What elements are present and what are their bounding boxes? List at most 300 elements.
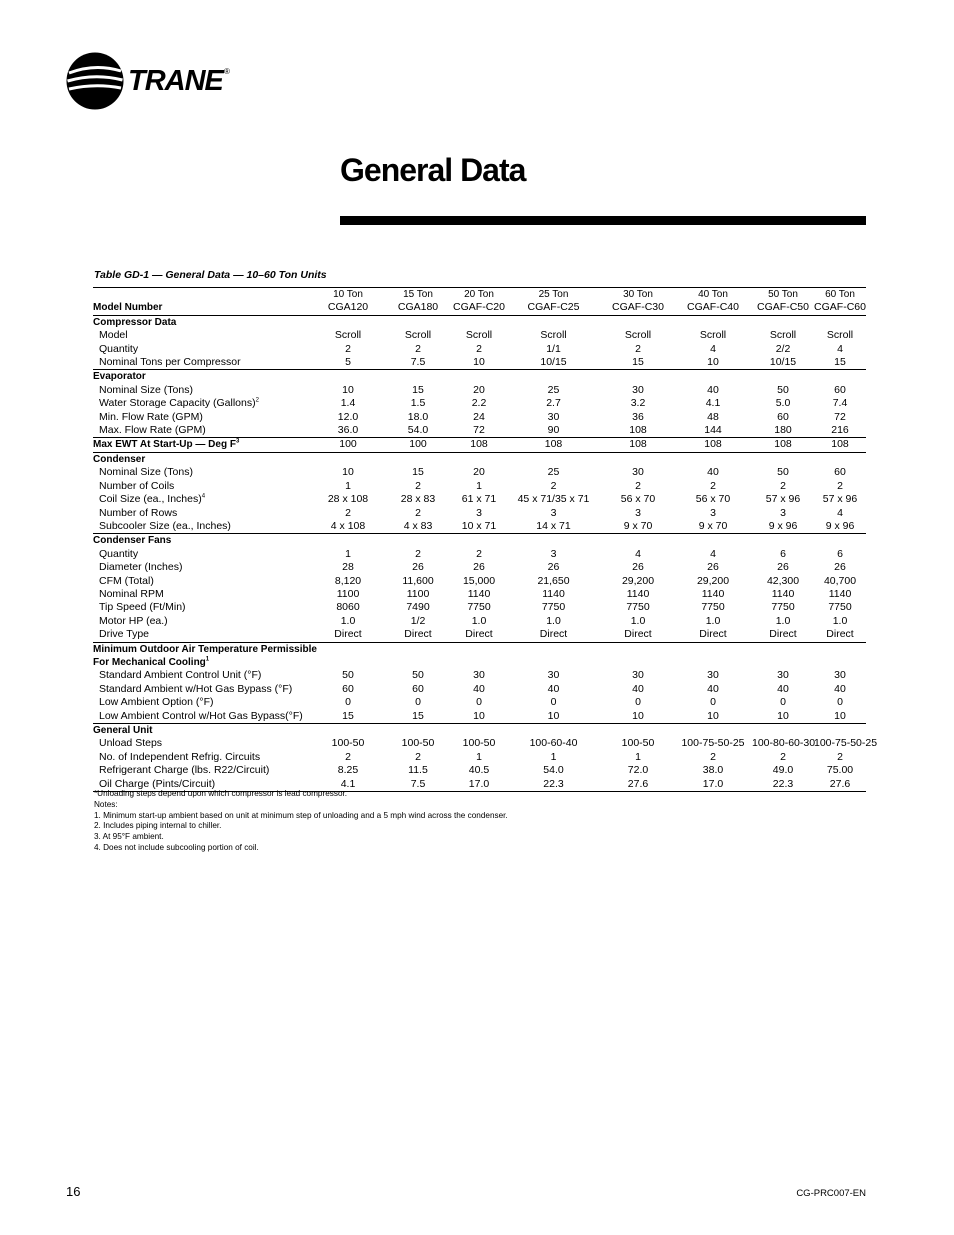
table-cell: 30 bbox=[632, 466, 644, 479]
table-cell: 56 x 70 bbox=[620, 493, 656, 506]
table-row bbox=[93, 561, 866, 574]
table-cell: 18.0 bbox=[407, 410, 429, 423]
table-cell: 60 bbox=[412, 682, 424, 695]
table-cell: 9 x 70 bbox=[602, 520, 674, 534]
model-header: CGA120 bbox=[313, 301, 383, 315]
table-cell: 1140 bbox=[626, 587, 650, 600]
row-label-text: Quantity bbox=[99, 547, 139, 560]
table-cell: 6 bbox=[780, 547, 786, 560]
note-line: 3. At 95°F ambient. bbox=[94, 832, 164, 842]
table-cell: 40 bbox=[547, 682, 560, 695]
table-cell: 1.0 bbox=[630, 614, 646, 627]
table-cell: 28 bbox=[342, 561, 354, 574]
table-cell: 20 bbox=[473, 383, 485, 396]
table-cell: 0 bbox=[780, 696, 786, 709]
row-label bbox=[93, 466, 313, 479]
table-cell: 25 bbox=[547, 466, 560, 479]
table-cell: 1140 bbox=[828, 587, 852, 600]
table-cell: Scroll bbox=[404, 329, 432, 342]
table-cell: 40.5 bbox=[468, 764, 490, 777]
table-row bbox=[93, 520, 866, 534]
table-cell: 2 bbox=[345, 342, 351, 355]
table-caption: Table GD-1 — General Data — 10–60 Ton Units bbox=[94, 269, 327, 281]
table-cell: 72 bbox=[453, 424, 505, 438]
table-cell: 1.0 bbox=[340, 614, 356, 627]
tonnage-header: 10 Ton bbox=[313, 288, 383, 302]
table-cell: 100 bbox=[383, 438, 453, 452]
table-cell: 4 x 108 bbox=[313, 520, 383, 534]
table-cell: 17.0 bbox=[674, 778, 752, 792]
table-cell: 2 bbox=[710, 750, 716, 763]
row-label bbox=[93, 601, 313, 614]
table-cell: 2 bbox=[415, 750, 421, 763]
section-title bbox=[93, 642, 866, 656]
table-cell: 7750 bbox=[828, 601, 852, 614]
table-cell: 10 bbox=[505, 710, 602, 724]
section-row bbox=[93, 452, 866, 466]
table-cell: 1 bbox=[476, 750, 482, 763]
tonnage-header: 30 Ton bbox=[602, 288, 674, 302]
table-cell: 7.5 bbox=[383, 356, 453, 370]
table-cell: 4 x 83 bbox=[383, 520, 453, 534]
table-cell: 0 bbox=[345, 696, 351, 709]
footnote-ref: 1 bbox=[205, 656, 210, 663]
table-cell: 1/1 bbox=[546, 342, 561, 355]
table-cell: 7750 bbox=[701, 601, 725, 614]
table-cell: 0 bbox=[415, 696, 421, 709]
model-header: CGAF-C60 bbox=[814, 301, 866, 314]
title-rule bbox=[340, 216, 866, 225]
table-cell: 2 bbox=[780, 750, 786, 763]
table-row bbox=[93, 615, 866, 628]
table-cell: 9 x 96 bbox=[752, 520, 814, 534]
table-cell: 40 bbox=[632, 682, 644, 695]
table-cell: Direct bbox=[453, 628, 505, 642]
note-line: 1. Minimum start-up ambient based on unit at minimum step of unloading and a 5 mph wind across the condenser. bbox=[94, 810, 508, 820]
table-cell: 0 bbox=[837, 696, 843, 709]
table-cell: 40 bbox=[834, 682, 846, 695]
table-cell: 26 bbox=[473, 561, 485, 574]
table-cell: 49.0 bbox=[772, 764, 794, 777]
table-cell: 50 bbox=[777, 466, 789, 479]
table-row bbox=[93, 438, 866, 452]
table-cell: 2 bbox=[550, 479, 557, 492]
table-cell: 108 bbox=[602, 424, 674, 438]
document-code: CG-PRC007-EN bbox=[796, 1188, 866, 1199]
table-cell: 10/15 bbox=[505, 356, 602, 370]
row-label-text: Nominal RPM bbox=[99, 587, 164, 600]
section-title bbox=[93, 534, 866, 548]
table-cell: 60 bbox=[834, 383, 846, 396]
table-cell: 4 bbox=[635, 547, 641, 560]
model-header: CGAF-C20 bbox=[453, 301, 505, 314]
row-label-text: No. of Independent Refrig. Circuits bbox=[99, 750, 261, 763]
row-label bbox=[93, 737, 313, 750]
row-label-text: CFM (Total) bbox=[99, 574, 154, 587]
table-cell: 29,200 bbox=[621, 574, 655, 587]
row-label bbox=[93, 397, 313, 410]
table-cell: Direct bbox=[814, 628, 866, 642]
table-cell: 40 bbox=[707, 466, 719, 479]
tonnage-header: 25 Ton bbox=[505, 288, 602, 302]
table-cell: 60 bbox=[342, 682, 354, 695]
section-title bbox=[93, 724, 866, 738]
table-cell: 2 bbox=[476, 547, 482, 560]
table-cell: 29,200 bbox=[696, 574, 730, 587]
table-cell: 2 bbox=[415, 342, 421, 355]
table-cell: 10 bbox=[342, 383, 354, 396]
table-cell: Direct bbox=[674, 628, 752, 642]
table-cell: 27.6 bbox=[814, 778, 866, 792]
table-cell: 61 x 71 bbox=[461, 493, 497, 506]
model-header: CGAF-C50 bbox=[752, 301, 814, 315]
table-row bbox=[93, 424, 866, 438]
table-cell: 15 bbox=[814, 356, 866, 370]
table-cell: 2 bbox=[345, 750, 351, 763]
table-row bbox=[93, 329, 866, 342]
table-cell: 2/2 bbox=[775, 342, 791, 355]
table-cell: 7.4 bbox=[832, 397, 848, 410]
table-cell: 48 bbox=[707, 410, 719, 423]
section-title-text: Minimum Outdoor Air Temperature Permissible bbox=[93, 643, 317, 655]
table-cell: 100-50 bbox=[401, 737, 435, 750]
table-cell: Direct bbox=[313, 628, 383, 642]
table-cell: 30 bbox=[707, 669, 719, 682]
table-row bbox=[93, 507, 866, 520]
table-cell: 2 bbox=[415, 506, 421, 519]
row-label-text: Coil Size (ea., Inches) bbox=[99, 493, 202, 506]
row-label-text: Oil Charge (Pints/Circuit) bbox=[99, 777, 216, 790]
row-label bbox=[93, 438, 313, 452]
table-cell: 30 bbox=[632, 383, 644, 396]
table-cell: 12.0 bbox=[337, 410, 359, 423]
row-label bbox=[93, 683, 313, 696]
table-row bbox=[93, 384, 866, 397]
table-cell: 1140 bbox=[542, 587, 565, 600]
row-label-text: Subcooler Size (ea., Inches) bbox=[99, 519, 231, 532]
row-label bbox=[93, 669, 313, 682]
table-cell: 15 bbox=[383, 710, 453, 724]
row-label-text: Diameter (Inches) bbox=[99, 561, 183, 574]
row-label-text: Standard Ambient w/Hot Gas Bypass (°F) bbox=[99, 682, 293, 695]
table-cell: 2 bbox=[635, 479, 641, 492]
table-cell: 100-50 bbox=[331, 737, 365, 750]
general-data-table bbox=[93, 287, 878, 792]
table-cell: 2 bbox=[837, 750, 843, 763]
section-title-text: For Mechanical Cooling bbox=[93, 656, 206, 668]
table-cell: 40 bbox=[777, 682, 789, 695]
table-cell: Scroll bbox=[465, 329, 493, 342]
table-cell: 15 bbox=[313, 710, 383, 724]
table-row bbox=[93, 710, 866, 724]
table-cell: 3 bbox=[780, 506, 786, 519]
table-cell: Scroll bbox=[624, 329, 652, 342]
table-cell: 10/15 bbox=[752, 356, 814, 370]
table-cell: 50 bbox=[342, 669, 354, 682]
table-cell: 54.0 bbox=[383, 424, 453, 438]
header-row-tons bbox=[93, 288, 866, 302]
table-cell: 57 x 96 bbox=[765, 493, 801, 506]
row-label-text: Nominal Size (Tons) bbox=[99, 383, 193, 396]
table-cell: 30 bbox=[834, 669, 846, 682]
table-cell: 15,000 bbox=[462, 574, 496, 587]
table-cell: 108 bbox=[602, 438, 674, 452]
table-cell: 1 bbox=[476, 479, 482, 492]
table-row bbox=[93, 493, 866, 506]
table-cell: 30 bbox=[632, 669, 644, 682]
tonnage-header: 15 Ton bbox=[383, 288, 453, 302]
table-cell: 50 bbox=[777, 383, 789, 396]
table-cell: 10 bbox=[674, 356, 752, 370]
registered-mark: ® bbox=[224, 67, 230, 76]
table-cell: 2 bbox=[476, 342, 482, 355]
table-cell: 26 bbox=[777, 561, 789, 574]
table-cell: 100-50 bbox=[462, 737, 496, 750]
table-cell: 2.7 bbox=[546, 397, 561, 410]
row-label-text: Water Storage Capacity (Gallons) bbox=[99, 397, 256, 410]
table-cell: 28 x 108 bbox=[327, 493, 369, 506]
row-label bbox=[93, 520, 313, 534]
table-cell: 1140 bbox=[467, 587, 491, 600]
table-cell: 14 x 71 bbox=[505, 520, 602, 534]
table-cell: 8.25 bbox=[337, 764, 359, 777]
table-cell: 28 x 83 bbox=[400, 493, 436, 506]
model-header: CGAF-C30 bbox=[602, 301, 674, 315]
row-label-text: Tip Speed (Ft/Min) bbox=[99, 601, 186, 614]
table-row bbox=[93, 466, 866, 479]
table-cell: 1100 bbox=[336, 587, 360, 600]
section-row bbox=[93, 370, 866, 384]
table-cell: 10 bbox=[342, 466, 354, 479]
table-cell: 7490 bbox=[406, 601, 430, 614]
table-cell: 1.0 bbox=[471, 614, 487, 627]
brand-name: TRANE bbox=[128, 65, 223, 97]
table-cell: 2 bbox=[710, 479, 716, 492]
table-cell: 3.2 bbox=[630, 397, 646, 410]
table-cell: 3 bbox=[635, 506, 641, 519]
table-cell: 56 x 70 bbox=[695, 493, 731, 506]
table-cell: 1/2 bbox=[410, 614, 426, 627]
table-cell: Scroll bbox=[826, 329, 854, 342]
table-cell: 75.00 bbox=[826, 764, 854, 777]
table-cell: 10 bbox=[453, 356, 505, 370]
table-cell: 30 bbox=[777, 669, 789, 682]
table-cell: 7750 bbox=[467, 601, 491, 614]
row-label-text: Nominal Tons per Compressor bbox=[99, 356, 241, 369]
table-cell: 10 x 71 bbox=[453, 520, 505, 534]
table-row bbox=[93, 575, 866, 588]
section-row bbox=[93, 656, 866, 669]
row-label-text: Motor HP (ea.) bbox=[99, 614, 168, 627]
table-row bbox=[93, 683, 866, 696]
row-label bbox=[93, 696, 313, 709]
section-title-text: Evaporator bbox=[93, 371, 146, 383]
row-label bbox=[93, 384, 313, 397]
table-cell: Scroll bbox=[334, 329, 362, 342]
table-cell: 11.5 bbox=[408, 764, 428, 777]
footnote-ref: 3 bbox=[235, 439, 240, 446]
table-row bbox=[93, 628, 866, 642]
table-cell: 26 bbox=[412, 561, 424, 574]
table-cell: 7.5 bbox=[383, 778, 453, 792]
table-cell: 10 bbox=[752, 710, 814, 724]
tonnage-header: 20 Ton bbox=[453, 288, 505, 302]
table-cell: 72 bbox=[834, 410, 846, 423]
row-label-text: Min. Flow Rate (GPM) bbox=[99, 410, 203, 423]
model-header: CGAF-C40 bbox=[674, 301, 752, 315]
row-label-text: Model bbox=[99, 329, 128, 342]
note-line: 2. Includes piping internal to chiller. bbox=[94, 821, 222, 831]
table-row bbox=[93, 411, 866, 424]
table-cell: 1.4 bbox=[340, 397, 356, 410]
row-label-text: Quantity bbox=[99, 342, 139, 355]
section-title bbox=[93, 370, 866, 384]
table-cell: 100-75-50-25 bbox=[681, 737, 745, 750]
table-cell: 4.1 bbox=[313, 778, 383, 792]
table-cell: 1.5 bbox=[410, 397, 426, 410]
table-cell: 10 bbox=[674, 710, 752, 724]
table-cell: 22.3 bbox=[505, 778, 602, 792]
table-cell: Direct bbox=[602, 628, 674, 642]
table-cell: 2 bbox=[415, 479, 421, 492]
table-cell: 40 bbox=[707, 383, 719, 396]
row-label bbox=[93, 751, 313, 764]
table-cell: 0 bbox=[710, 696, 716, 709]
table-row bbox=[93, 669, 866, 682]
table-cell: 5 bbox=[313, 356, 383, 370]
table-cell: 9 x 96 bbox=[814, 520, 866, 534]
table-cell: Direct bbox=[505, 628, 602, 642]
section-row bbox=[93, 315, 866, 329]
table-row bbox=[93, 480, 866, 493]
table-cell: 50 bbox=[412, 669, 424, 682]
table-row bbox=[93, 764, 866, 777]
table-cell: Scroll bbox=[699, 329, 727, 342]
note-line: *Unloading steps depend upon which compressor is lead compressor. bbox=[94, 789, 348, 798]
table-cell: 10 bbox=[814, 710, 866, 724]
table-cell: 15 bbox=[412, 383, 424, 396]
model-number-label: Model Number bbox=[93, 301, 313, 315]
table-cell: 4.1 bbox=[705, 397, 721, 410]
row-label bbox=[93, 480, 313, 493]
table-cell: 1.0 bbox=[546, 614, 561, 627]
table-cell: 108 bbox=[752, 438, 814, 452]
row-label bbox=[93, 424, 313, 438]
table-row bbox=[93, 343, 866, 356]
table-cell: 40 bbox=[707, 682, 719, 695]
table-cell: 40,700 bbox=[823, 574, 857, 587]
table-cell: 24 bbox=[473, 410, 485, 423]
table-cell: 1100 bbox=[406, 587, 430, 600]
table-cell: 72.0 bbox=[627, 764, 649, 777]
table-cell: 108 bbox=[814, 438, 866, 452]
table-cell: 144 bbox=[674, 424, 752, 438]
table-row bbox=[93, 601, 866, 614]
table-cell: 1 bbox=[550, 750, 557, 763]
table-notes bbox=[94, 789, 508, 854]
table-cell: 9 x 70 bbox=[674, 520, 752, 534]
general-data-table-wrapper bbox=[93, 287, 878, 792]
row-label bbox=[93, 588, 313, 601]
table-cell: 1140 bbox=[771, 587, 795, 600]
table-cell: Direct bbox=[383, 628, 453, 642]
table-cell: 216 bbox=[814, 424, 866, 438]
row-label-text: Nominal Size (Tons) bbox=[99, 466, 193, 479]
table-cell: 7750 bbox=[626, 601, 650, 614]
row-label bbox=[93, 493, 313, 506]
tonnage-header: 60 Ton bbox=[814, 288, 866, 302]
row-label-text: Standard Ambient Control Unit (°F) bbox=[99, 669, 262, 682]
table-cell: 100-75-50-25 bbox=[814, 737, 878, 750]
table-cell: 2 bbox=[837, 479, 843, 492]
table-cell: 7750 bbox=[541, 601, 566, 614]
row-label bbox=[93, 628, 313, 642]
note-line: 4. Does not include subcooling portion of coil. bbox=[94, 842, 259, 852]
section-row bbox=[93, 724, 866, 738]
section-title-text: Condenser bbox=[93, 453, 146, 465]
table-cell: 8060 bbox=[336, 601, 360, 614]
table-row bbox=[93, 751, 866, 764]
table-cell: 100-50 bbox=[621, 737, 655, 750]
table-cell: 0 bbox=[476, 696, 482, 709]
row-label bbox=[93, 507, 313, 520]
table-cell: 17.0 bbox=[453, 778, 505, 792]
table-cell: 20 bbox=[473, 466, 485, 479]
table-cell: 5.0 bbox=[775, 397, 791, 410]
table-cell: 3 bbox=[476, 506, 482, 519]
table-cell: 108 bbox=[674, 438, 752, 452]
table-cell: 10 bbox=[602, 710, 674, 724]
table-cell: 4 bbox=[837, 342, 843, 355]
table-cell: 108 bbox=[505, 438, 602, 452]
table-cell: 25 bbox=[547, 383, 560, 396]
table-cell: 1.0 bbox=[832, 614, 848, 627]
row-label-text: Low Ambient Control w/Hot Gas Bypass(°F) bbox=[99, 709, 303, 722]
table-cell: 4 bbox=[710, 342, 716, 355]
table-cell: 3 bbox=[550, 506, 557, 519]
table-cell: 30 bbox=[473, 669, 485, 682]
table-cell: 1 bbox=[345, 479, 351, 492]
model-header: CGAF-C25 bbox=[505, 301, 602, 315]
table-row bbox=[93, 737, 866, 750]
table-cell: Direct bbox=[752, 628, 814, 642]
table-cell: 60 bbox=[834, 466, 846, 479]
table-cell: 2 bbox=[780, 479, 786, 492]
table-cell: 1 bbox=[635, 750, 641, 763]
table-cell: 54.0 bbox=[543, 764, 564, 777]
row-label bbox=[93, 411, 313, 424]
section-row bbox=[93, 642, 866, 656]
row-label bbox=[93, 343, 313, 356]
table-cell: 1.0 bbox=[775, 614, 791, 627]
footnote-ref: 4 bbox=[201, 493, 206, 500]
table-cell: 0 bbox=[550, 696, 557, 709]
page-title: General Data bbox=[340, 152, 526, 188]
table-cell: 2 bbox=[415, 547, 421, 560]
table-cell: Scroll bbox=[540, 329, 567, 342]
row-label bbox=[93, 710, 313, 724]
table-row bbox=[93, 696, 866, 709]
tonnage-header: 50 Ton bbox=[752, 288, 814, 302]
row-label-text: Max EWT At Start-Up — Deg F bbox=[93, 439, 236, 451]
header-blank bbox=[93, 288, 313, 302]
table-cell: 6 bbox=[837, 547, 843, 560]
table-cell: 45 x 71/35 x 71 bbox=[517, 493, 590, 506]
section-title-text: General Unit bbox=[93, 725, 153, 736]
section-title-text: Compressor Data bbox=[93, 316, 177, 328]
row-label bbox=[93, 764, 313, 777]
section-title-text: Condenser Fans bbox=[93, 535, 172, 547]
